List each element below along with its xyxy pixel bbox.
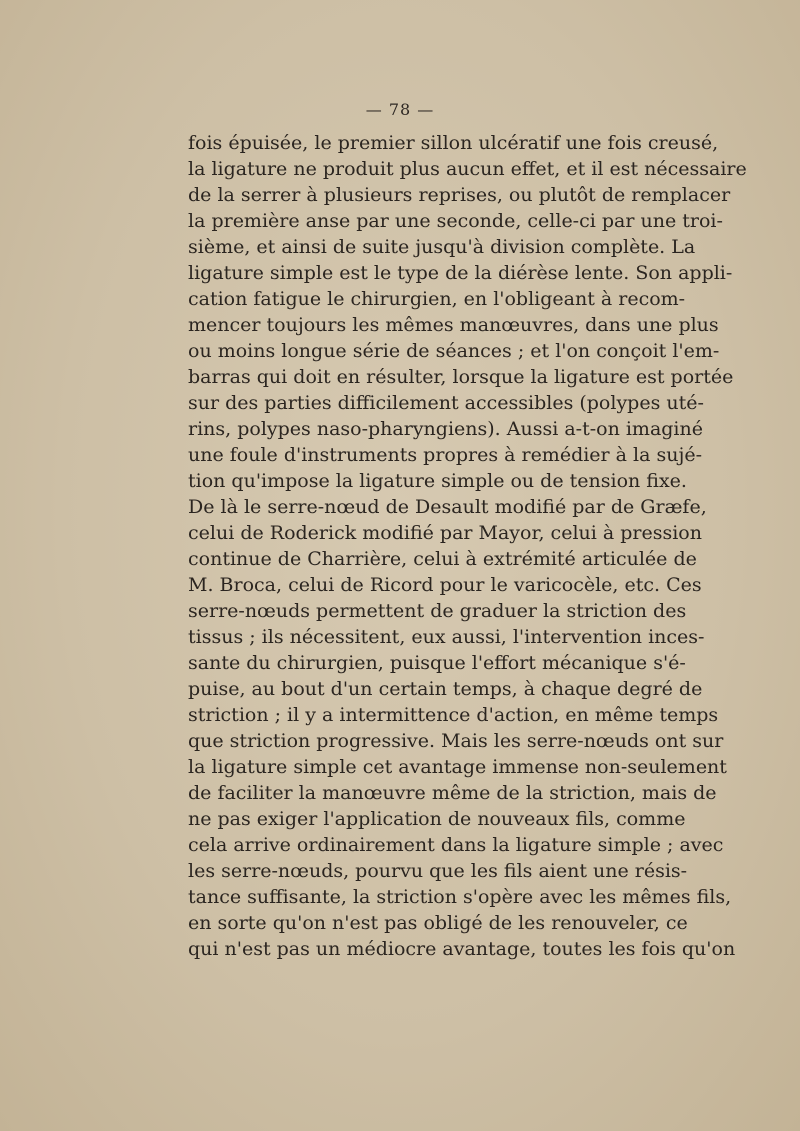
text-line: puise, au bout d'un certain temps, à chaque degré de [188, 678, 703, 700]
text-line: tance suffisante, la striction s'opère avec les mêmes fils, [188, 886, 732, 908]
page-number: — 78 — [365, 100, 435, 119]
text-line: mencer toujours les mêmes manœuvres, dans une plus [188, 314, 719, 336]
text-line: la première anse par une seconde, celle-ci par une troi- [188, 210, 723, 232]
text-line: M. Broca, celui de Ricord pour le varicocèle, etc. Ces [188, 574, 702, 596]
text-line: De là le serre-nœud de Desault modifié par de Græfe, [188, 496, 707, 518]
text-line: ne pas exiger l'application de nouveaux fils, comme [188, 808, 686, 830]
text-line: que striction progressive. Mais les serre-nœuds ont sur [188, 730, 724, 752]
text-line: de faciliter la manœuvre même de la striction, mais de [188, 782, 717, 804]
text-line: sième, et ainsi de suite jusqu'à division complète. La [188, 236, 696, 258]
text-line: une foule d'instruments propres à remédier à la sujé- [188, 444, 703, 466]
text-line: serre-nœuds permettent de graduer la striction des [188, 600, 687, 622]
text-line: ligature simple est le type de la diérèse lente. Son appli- [188, 262, 733, 284]
text-line: sur des parties difficilement accessibles (polypes uté- [188, 392, 704, 414]
text-line: sante du chirurgien, puisque l'effort mécanique s'é- [188, 652, 686, 674]
text-line: en sorte qu'on n'est pas obligé de les renouveler, ce [188, 912, 688, 934]
text-line: cela arrive ordinairement dans la ligature simple ; avec [188, 834, 724, 856]
body-text [188, 130, 747, 962]
text-line: celui de Roderick modifié par Mayor, celui à pression [188, 522, 702, 544]
text-line: les serre-nœuds, pourvu que les fils aient une résis- [188, 860, 688, 882]
text-line: cation fatigue le chirurgien, en l'obligeant à recom- [188, 288, 686, 310]
text-line: fois épuisée, le premier sillon ulcératif une fois creusé, [188, 132, 719, 154]
text-line: qui n'est pas un médiocre avantage, toutes les fois qu'on [188, 938, 736, 960]
text-line: de la serrer à plusieurs reprises, ou plutôt de remplacer [188, 184, 731, 206]
text-line: tion qu'impose la ligature simple ou de tension fixe. [188, 470, 687, 492]
text-line: continue de Charrière, celui à extrémité articulée de [188, 548, 697, 570]
text-line: rins, polypes naso-pharyngiens). Aussi a-t-on imaginé [188, 418, 703, 440]
text-line: la ligature simple cet avantage immense non-seulement [188, 756, 727, 778]
text-line: barras qui doit en résulter, lorsque la ligature est portée [188, 366, 734, 388]
text-line: tissus ; ils nécessitent, eux aussi, l'intervention inces- [188, 626, 705, 648]
text-line: ou moins longue série de séances ; et l'on conçoit l'em- [188, 340, 720, 362]
text-line: la ligature ne produit plus aucun effet, et il est nécessaire [188, 158, 747, 180]
text-line: striction ; il y a intermittence d'action, en même temps [188, 704, 719, 726]
